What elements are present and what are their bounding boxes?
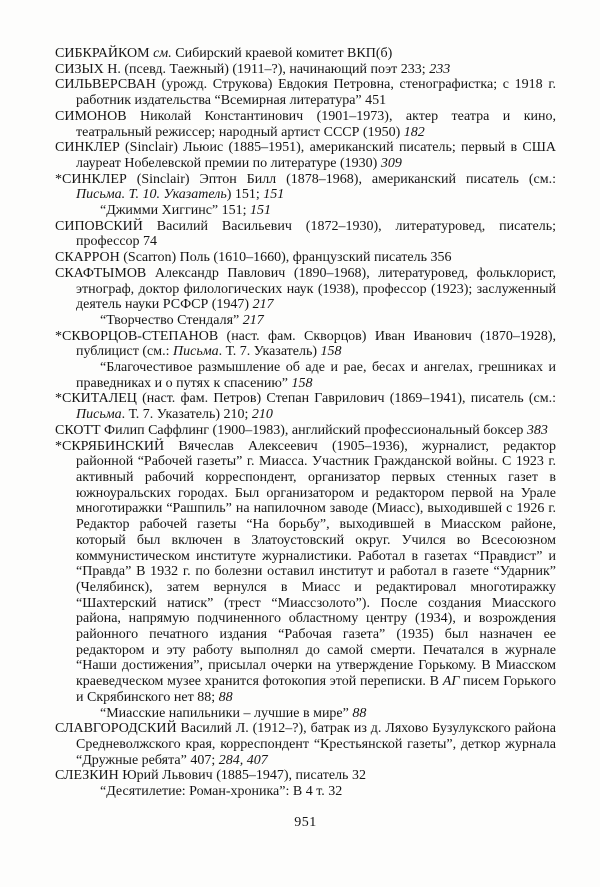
entry-text: СИЛЬВЕРСВАН (урожд. Струкова) Евдокия Петровна, стенографистка; с 1918 г. работник издательства “Всемирная литература” 451	[55, 77, 556, 109]
index-subentry	[55, 203, 556, 219]
entry-text-italic: 158	[320, 344, 342, 360]
entry-text-italic: 217	[252, 297, 274, 313]
entry-text: “Благочестивое размышление об аде и рае, бесах и ангелах, грешниках и праведниках и о путях к спасению”	[76, 360, 556, 391]
index-entry	[55, 439, 556, 706]
entry-text: СЛЕЗКИН Юрий Львович (1885–1947), писатель 32	[55, 768, 366, 784]
index-subentry	[55, 313, 556, 329]
index-entry	[55, 266, 556, 313]
entry-text: *СИНКЛЕР (Sinclair) Эптон Билл (1878–1968), американский писатель (см.:	[55, 171, 556, 187]
entry-text-italic: 158	[291, 375, 313, 391]
index-subentry	[55, 360, 556, 391]
entry-text: СЛАВГОРОДСКИЙ Василий Л. (1912–?), батрак из д. Ляхово Бузулукского района Средневолжского края, корреспондент “Крестьянской газеты”, деткор журнала “Дружные ребята” 407;	[55, 721, 556, 768]
entry-text: СИПОВСКИЙ Василий Васильевич (1872–1930), литературовед, писатель; профессор 74	[55, 218, 556, 250]
index-entry	[55, 423, 556, 439]
entry-text: *СКВОРЦОВ-СТЕПАНОВ (наст. фам. Скворцов) Иван Иванович (1870–1928), публицист (см.:	[55, 328, 556, 360]
entry-text-italic: 383	[526, 422, 548, 438]
entry-text: . Т. 7. Указатель) 210;	[121, 407, 252, 423]
entry-text-italic: 151	[263, 187, 285, 203]
index-subentry	[55, 784, 556, 800]
entry-text-italic: 88	[352, 705, 367, 721]
entry-text: . Т. 7. Указатель)	[218, 344, 321, 360]
entry-text: ) 151;	[226, 187, 264, 203]
entry-text-italic: 217	[242, 312, 264, 328]
entry-text: СИЗЫХ Н. (псевд. Таежный) (1911–?), начинающий поэт 233;	[55, 61, 430, 77]
entry-text: Сибирский краевой комитет ВКП(б)	[171, 46, 393, 61]
entry-text: *СКРЯБИНСКИЙ Вячеслав Алексеевич (1905–1936), журналист, редактор районной “Рабочей газеты” г. Миасса. Участник Гражданской войны. С 1923 г. активный рабочий корреспондент, организатор первых стенных газет в южноуральских городах. Был организатором и редактором первой на Урале многотиражки “Рашпиль” на напилочном заводе (Миасс), выходившей с 1926 г. Редактор рабочей газеты “На борьбу”, выходившей в Миасском районе, который был включен в Златоустовский округ. Учился во Всесоюзном коммунистическом институте журналистики. Работал в газетах “Правдист” и “Правда” В 1932 г. по болезни оставил институт и работал в газете “Ударник” (Челябинск), затем вернулся в Миасс и редактировал многотиражку “Шахтерский натиск” (трест “Миассзолото”). После создания Миасского района, напрямую подчиненного областному центру (1934), и возрождения районного печатного издания “Рабочая газета” (1935) был назначен ее редактором и эту работу выполнял до самой смерти. Печатался в журнале “Наши достижения”, присылал очерки на утверждение Горькому. В Миасском краеведческом музее хранится фотокопия этой переписки. В	[55, 438, 556, 690]
entry-text: СИНКЛЕР (Sinclair) Льюис (1885–1951), американский писатель; первый в США лауреат Нобелевской премии по литературе (1930)	[55, 140, 556, 171]
index-entry	[55, 250, 556, 266]
entry-text-italic: 210	[251, 407, 273, 423]
entry-text-italic: 151	[250, 203, 272, 219]
index-entry	[55, 140, 556, 171]
entry-list	[55, 46, 556, 800]
entry-text: писем Горького и Скрябинского нет 88;	[76, 674, 556, 705]
index-entry	[55, 62, 556, 78]
entry-text-italic: АГ	[442, 674, 460, 690]
index-entry	[55, 219, 556, 250]
index-entry	[55, 329, 556, 360]
index-entry	[55, 109, 556, 140]
entry-text: СИБКРАЙКОМ	[55, 46, 154, 61]
index-entry	[55, 172, 556, 203]
entry-text: “Миасские напильники – лучшие в мире”	[100, 705, 353, 721]
entry-text: *СКИТАЛЕЦ (наст. фам. Петров) Степан Гаврилович (1869–1941), писатель (см.:	[55, 391, 556, 407]
entry-text: “Джимми Хиггинс” 151;	[100, 203, 251, 219]
entry-text-italic: 182	[403, 124, 425, 140]
index-entry	[55, 391, 556, 422]
index-entry	[55, 77, 556, 108]
entry-text-italic: Письма. Т. 10. Указатель	[76, 187, 227, 203]
index-entry	[55, 768, 556, 784]
entry-text-italic: 309	[380, 155, 402, 171]
entry-text-italic: 88	[218, 689, 233, 705]
entry-text: “Десятилетие: Роман-хроника”: В 4 т. 32	[100, 784, 343, 800]
entry-text: “Творчество Стендаля”	[100, 312, 243, 328]
index-entry	[55, 46, 556, 62]
entry-text-italic: 233	[429, 61, 451, 77]
entry-text-italic: см.	[153, 46, 172, 61]
entry-text: СКОТТ Филип Саффлинг (1900–1983), английский профессиональный боксер	[55, 422, 527, 438]
index-entry	[55, 721, 556, 768]
entry-text: СИМОНОВ Николай Константинович (1901–1973), актер театра и кино, театральный режиссер; народный артист СССР (1950)	[55, 108, 556, 140]
page-number: 951	[294, 814, 317, 830]
entry-text: СКАРРОН (Scarron) Поль (1610–1660), французский писатель 356	[55, 250, 452, 266]
entry-text-italic: Письма	[173, 344, 219, 360]
entry-text-italic: 284, 407	[218, 752, 268, 768]
entry-text: СКАФТЫМОВ Александр Павлович (1890–1968), литературовед, фольклорист, этнограф, доктор филологических наук (1938), профессор (1923); заслуженный деятель науки РСФСР (1947)	[55, 265, 556, 313]
index-subentry	[55, 706, 556, 722]
entry-text-italic: Письма	[76, 407, 122, 423]
